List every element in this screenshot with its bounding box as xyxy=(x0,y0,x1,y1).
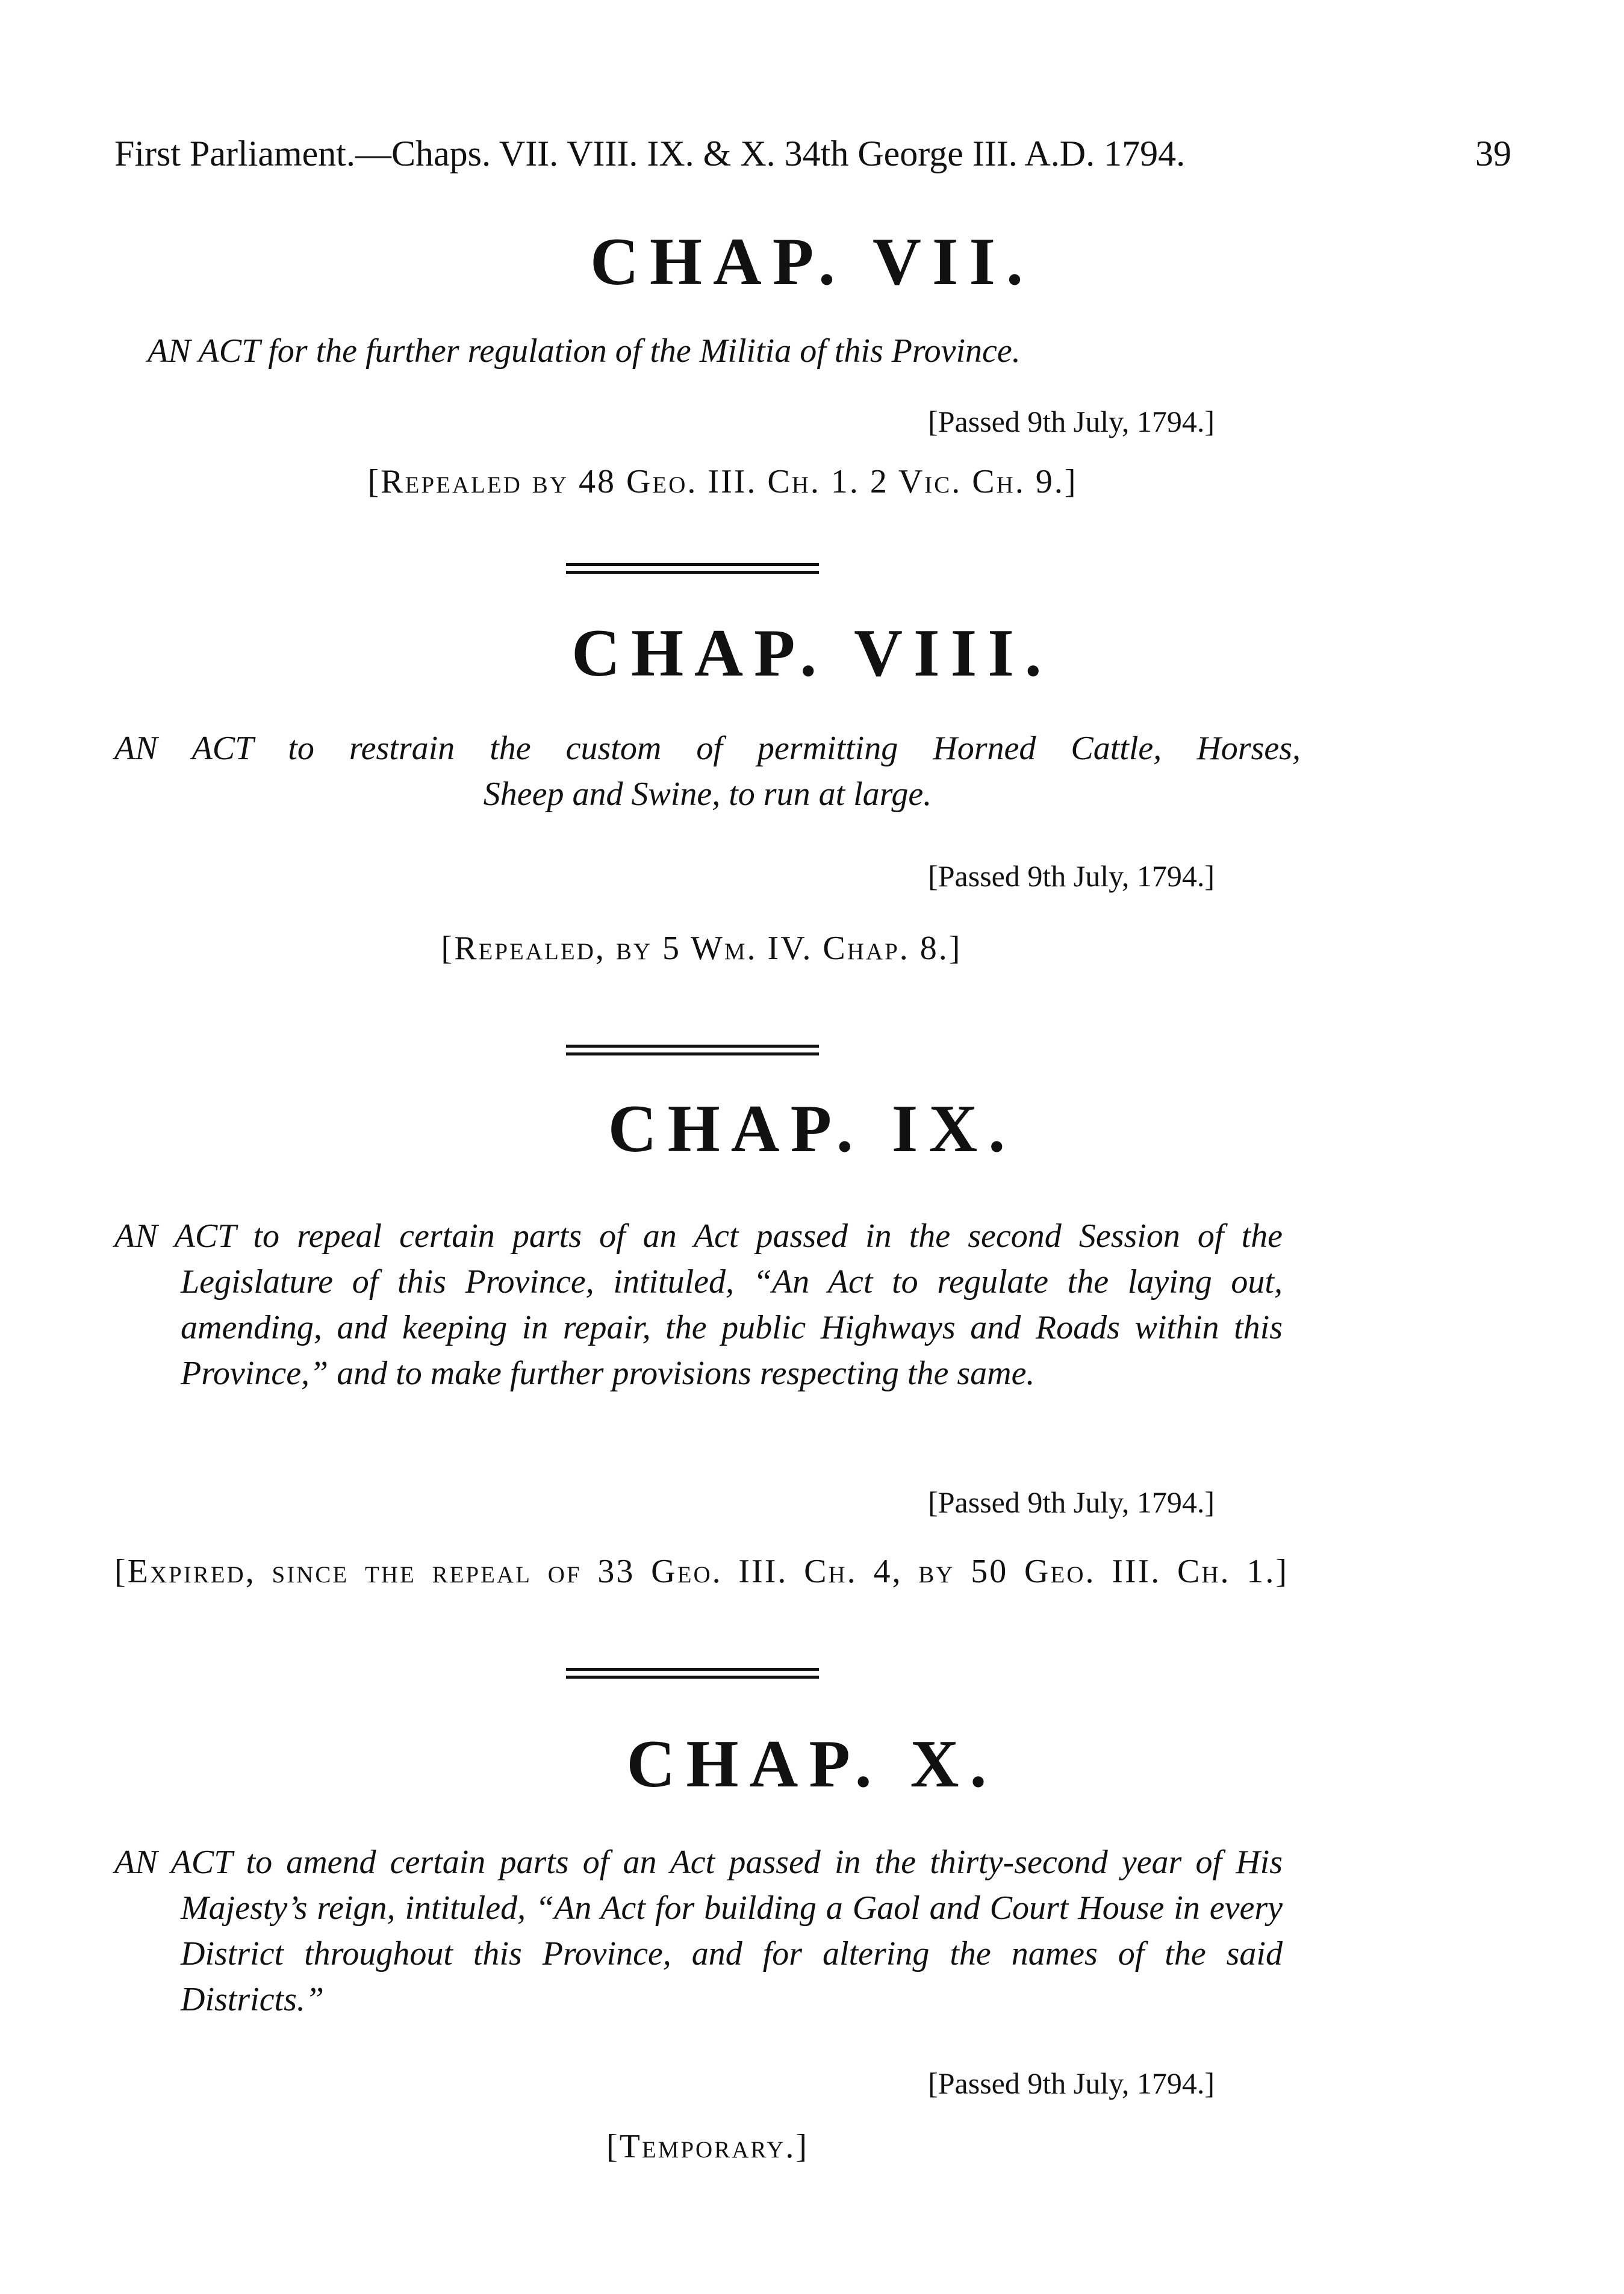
act-title xyxy=(114,1839,1283,2022)
repeal-status: [Repealed, by 5 Wm. IV. Chap. 8.] xyxy=(441,930,962,967)
passed-date: [Passed 9th July, 1794.] xyxy=(928,405,1215,438)
passed-date: [Passed 9th July, 1794.] xyxy=(928,2066,1215,2100)
section-divider xyxy=(566,1045,819,1055)
act-title-line: AN ACT to restrain the custom of permitting Horned Cattle, Horses, xyxy=(114,730,1301,767)
passed-date: [Passed 9th July, 1794.] xyxy=(928,1485,1215,1519)
act-title xyxy=(114,1213,1283,1396)
act-title-text: AN ACT to repeal certain parts of an Act passed in the second Session of the Legislature of this Province, intituled, “An Act to regulate the laying out, amending, and keeping in repair, the public Highways and Roads within this Province,” and to make further provisions respecting the same. xyxy=(114,1217,1283,1392)
temporary-status: [Temporary.] xyxy=(606,2128,809,2165)
act-title: AN ACT for the further regulation of the Militia of this Province. xyxy=(148,332,1021,370)
section-divider xyxy=(566,563,819,574)
act-title-line: Sheep and Swine, to run at large. xyxy=(483,776,932,813)
chapter-heading: CHAP. VII. xyxy=(590,225,1034,299)
act-title xyxy=(114,726,1301,817)
chapter-heading: CHAP. IX. xyxy=(608,1092,1016,1166)
chapter-heading: CHAP. X. xyxy=(626,1727,998,1801)
page-header xyxy=(114,126,1511,181)
act-title-text: AN ACT to amend certain parts of an Act passed in the thirty-second year of His Majesty’s reign, intituled, “An Act for building a Gaol and Court House in every District throughout this Province, and for altering the names of the said Districts.” xyxy=(114,1844,1283,2018)
page-number: 39 xyxy=(1475,134,1511,173)
repeal-status: [Repealed by 48 Geo. III. Ch. 1. 2 Vic. Ch. 9.] xyxy=(367,463,1078,500)
expiry-status: [Expired, since the repeal of 33 Geo. III. Ch. 4, by 50 Geo. III. Ch. 1.] xyxy=(114,1553,1289,1590)
running-title: First Parliament.—Chaps. VII. VIII. IX. & X. 34th George III. A.D. 1794. xyxy=(114,134,1186,173)
chapter-heading: CHAP. VIII. xyxy=(571,616,1053,691)
section-divider xyxy=(566,1668,819,1679)
passed-date: [Passed 9th July, 1794.] xyxy=(928,859,1215,893)
